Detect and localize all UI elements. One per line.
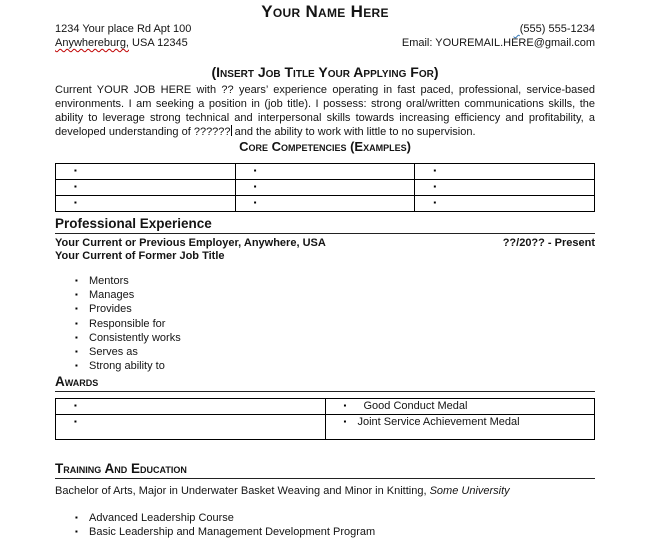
table-row [56,196,595,212]
bullet-icon: ▪ [74,417,77,427]
award-text: Good Conduct Medal [363,400,468,413]
competency-cell [235,164,415,180]
address-line-1: 1234 Your place Rd Apt 100 [55,23,192,35]
table-row [56,180,595,196]
list-item [55,274,595,288]
experience-bullet-text: Responsible for [89,317,166,330]
bullet-icon: ▪ [253,166,257,175]
experience-bullet-text: Strong ability to [89,360,165,373]
competency-cell [415,164,595,180]
core-competencies-table [55,163,595,212]
training-education-heading: Training And Education [55,461,595,479]
list-item [55,345,595,359]
job-title-heading: (Insert Job Title Your Applying For) [211,64,439,80]
bullet-icon: ▪ [75,361,78,371]
bullet-icon: ▪ [75,318,78,328]
award-text: Joint Service Achievement Medal [357,416,520,429]
list-item [55,302,595,316]
summary-paragraph [55,83,595,139]
competency-cell [56,196,236,212]
table-row [56,164,595,180]
list-item [55,331,595,345]
phone-line [402,22,595,36]
job-title-line: Your Current of Former Job Title [55,250,225,262]
list-item [55,359,595,373]
award-cell [325,415,595,440]
awards-table [55,398,595,440]
bullet-icon: ▪ [74,182,77,191]
phone-number: (555) 555-1234 [519,23,595,35]
competency-cell [56,164,236,180]
address-line-2-rest: USA 12345 [129,37,188,49]
bullet-icon: ▪ [74,401,77,411]
education-bullet-list [55,511,595,539]
resume-name-heading: Your Name Here [261,2,389,21]
bullet-icon: ▪ [75,332,78,342]
address-line-2 [55,36,191,50]
competency-cell [415,196,595,212]
address-block [55,22,191,50]
award-cell [325,399,595,415]
degree-institution: Some University [429,485,510,498]
bullet-icon: ▪ [75,527,78,537]
bullet-icon: ▪ [75,513,78,523]
professional-experience-heading: Professional Experience [55,216,595,234]
bullet-icon: ▪ [433,198,437,207]
summary-text-after-cursor: and the ability to work with little to no supervision. [231,126,476,138]
contact-header [55,22,595,50]
bullet-icon: ▪ [75,304,78,314]
education-bullet-text: Advanced Leadership Course [89,512,234,525]
bullet-icon: ▪ [75,347,78,357]
misspelled-word: Anywhereburg, [55,37,129,49]
competency-cell [235,196,415,212]
award-cell-empty [56,399,326,415]
bullet-icon: ▪ [74,166,77,175]
list-item [55,317,595,331]
bullet-icon: ▪ [343,401,347,411]
experience-bullet-text: Serves as [89,346,138,359]
bullet-icon: ▪ [253,182,257,191]
experience-bullet-list [55,274,595,373]
list-item [55,511,595,525]
bullet-icon: ▪ [74,198,77,207]
bullet-icon: ▪ [433,166,437,175]
awards-heading: Awards [55,374,595,392]
list-item [55,288,595,302]
email-line: Email: YOUREMAIL.HERE@gmail.com [401,37,595,49]
competency-cell [235,180,415,196]
bullet-icon: ▪ [75,276,78,285]
competency-cell [415,180,595,196]
competency-cell [56,180,236,196]
table-row [56,399,595,415]
table-row [56,415,595,440]
education-bullet-text: Basic Leadership and Management Development Program [89,526,376,539]
degree-text: Bachelor of Arts, Major in Underwater Basket Weaving and Minor in Knitting, [55,485,430,498]
employment-dates: ??/20?? - Present [502,237,595,249]
core-competencies-heading: Core Competencies (Examples) [239,139,411,154]
bullet-icon: ▪ [343,417,347,427]
bullet-icon: ▪ [253,198,257,207]
experience-bullet-text: Provides [89,303,132,316]
bullet-icon: ▪ [75,290,78,300]
bullet-icon: ▪ [433,182,437,191]
employer-row [55,237,595,249]
experience-bullet-text: Consistently works [89,331,181,344]
employer-name: Your Current or Previous Employer, Anywhere, USA [55,237,326,249]
award-cell-empty [56,415,326,440]
list-item [55,525,595,539]
experience-bullet-text: Manages [89,289,135,302]
summary-text-before-cursor: Current YOUR JOB HERE with ?? years’ experience operating in fast paced, professional, service-based environments. I am seeking a position in (job title). I possess: strong oral/written communications skills, the ability to leverage strong technical and interpersonal skills towards increasing efficiency and profitability, a developed understanding of ?????? [55,84,595,138]
degree-line [55,485,595,498]
experience-bullet-text: Mentors [89,275,129,287]
contact-block [402,22,595,50]
